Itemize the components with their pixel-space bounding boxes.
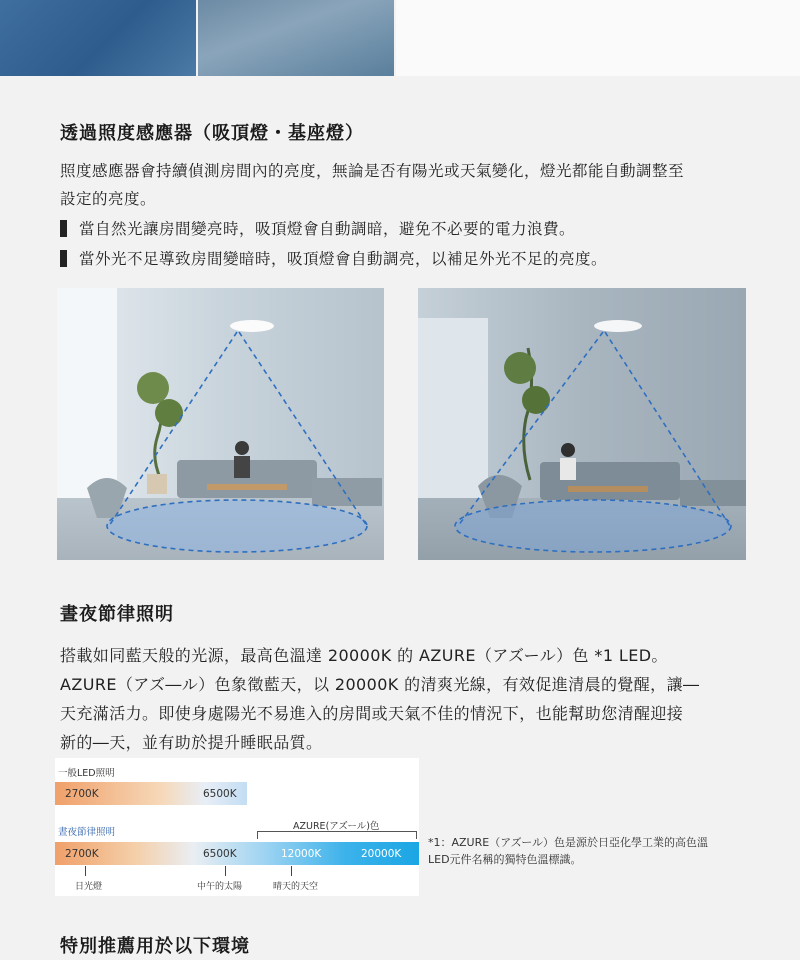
circadian-description-line: AZURE（アズ―ル）色象徵藍天，以 20000K 的清爽光線，有效促進清晨的覺醒，讓― xyxy=(60,675,700,694)
room-photo-dim xyxy=(418,288,746,560)
bar-value: 20000K xyxy=(361,848,402,860)
bar-value: 2700K xyxy=(65,848,99,860)
azure-footnote-line2: LED元件名稱的獨特色溫標識。 xyxy=(428,853,582,866)
caption-clear-sky: 晴天的天空 xyxy=(273,882,319,892)
bar-value: 2700K xyxy=(65,788,99,800)
sensor-description-line1: 照度感應器會持續偵測房間內的亮度，無論是否有陽光或天氣變化，燈光都能自動調整至 xyxy=(60,162,685,180)
bullet-text: 當外光不足導致房間變暗時，吸頂燈會自動調亮，以補足外光不足的亮度。 xyxy=(79,250,608,268)
circadian-description-line: 天充滿活力。即使身處陽光不易進入的房間或天氣不佳的情況下，也能幫助您清醒迎接 xyxy=(60,704,684,723)
general-led-label: 一般LED照明 xyxy=(58,768,115,779)
caption-tick xyxy=(225,866,226,876)
azure-range-label: AZURE(アズール)色 xyxy=(293,821,380,832)
azure-footnote-line1: *1：AZURE（アズール）色是源於日亞化學工業的高色溫 xyxy=(428,836,708,849)
bullet-item xyxy=(60,217,575,239)
circadian-description-line: 新的―天，並有助於提升睡眠品質。 xyxy=(60,733,323,752)
azure-footnote xyxy=(428,834,758,868)
general-led-temperature-bar xyxy=(55,782,247,805)
lifestyle-photo-middle xyxy=(198,0,394,76)
bullet-text: 當自然光讓房間變亮時，吸頂燈會自動調暗，避免不必要的電力浪費。 xyxy=(79,220,576,238)
lifestyle-photo-left xyxy=(0,0,196,76)
bar-value: 6500K xyxy=(203,848,237,860)
sensor-description xyxy=(60,157,750,213)
caption-noon-sun: 中午的太陽 xyxy=(197,882,243,892)
bar-value: 12000K xyxy=(281,848,322,860)
azure-range-bracket xyxy=(257,831,417,839)
section-title-circadian-lighting: 晝夜節律照明 xyxy=(60,604,174,625)
room-photo-bright xyxy=(57,288,384,560)
bullet-mark xyxy=(60,250,67,267)
circadian-description-line: 搭載如同藍天般的光源，最高色溫達 20000K 的 AZURE（アズール）色 *1 LED。 xyxy=(60,646,668,665)
product-photo xyxy=(396,0,800,76)
section-title-recommended-environments: 特別推薦用於以下環境 xyxy=(60,936,250,957)
bar-value: 6500K xyxy=(203,788,237,800)
sensor-description-line2: 設定的亮度。 xyxy=(60,190,157,208)
caption-fluorescent: 日光燈 xyxy=(75,882,103,892)
section-title-illuminance-sensor: 透過照度感應器（吸頂燈・基座燈） xyxy=(60,123,364,144)
bullet-item xyxy=(60,247,607,269)
caption-tick xyxy=(291,866,292,876)
circadian-temperature-bar xyxy=(55,842,419,865)
circadian-description xyxy=(60,641,750,757)
circadian-lighting-label: 晝夜節律照明 xyxy=(58,827,116,838)
color-temperature-diagram xyxy=(55,758,419,896)
caption-tick xyxy=(85,866,86,876)
bullet-mark xyxy=(60,220,67,237)
top-photo-strip xyxy=(0,0,800,76)
